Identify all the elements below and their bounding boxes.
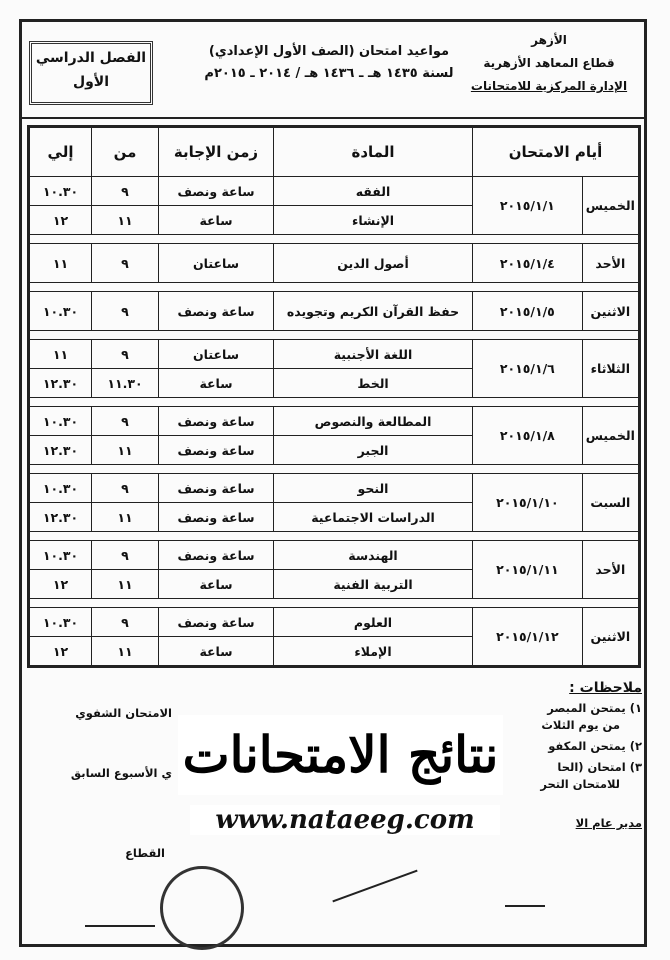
from-cell: ١١ xyxy=(92,637,159,667)
date-cell: ٢٠١٥/١/٥ xyxy=(473,292,583,331)
subject-cell: أصول الدين xyxy=(274,244,473,283)
note-item: من يوم الثلاث xyxy=(541,718,620,732)
to-cell: ١٢.٣٠ xyxy=(29,436,92,465)
to-cell: ١٠.٣٠ xyxy=(29,474,92,503)
spacer-cell xyxy=(29,235,640,244)
group-spacer xyxy=(29,532,640,541)
note-item: للامتحان التحر xyxy=(540,777,620,791)
to-cell: ١٠.٣٠ xyxy=(29,177,92,206)
from-cell: ١١ xyxy=(92,503,159,532)
day-cell: الخميس xyxy=(582,177,639,235)
duration-cell: ساعة ونصف xyxy=(159,474,274,503)
group-spacer xyxy=(29,465,640,474)
schedule-table xyxy=(27,125,641,668)
from-cell: ٩ xyxy=(92,292,159,331)
to-cell: ١٢.٣٠ xyxy=(29,369,92,398)
from-cell: ٩ xyxy=(92,407,159,436)
group-spacer xyxy=(29,599,640,608)
col-days: أيام الامتحان xyxy=(473,127,640,177)
duration-cell: ساعة ونصف xyxy=(159,503,274,532)
subject-cell: التربية الفنية xyxy=(274,570,473,599)
from-cell: ١١ xyxy=(92,436,159,465)
from-cell: ١١ xyxy=(92,570,159,599)
signature-line xyxy=(85,925,155,927)
org-line: قطاع المعاهد الأزهرية xyxy=(483,56,615,70)
subject-cell: المطالعة والنصوص xyxy=(274,407,473,436)
day-cell: السبت xyxy=(582,474,639,532)
table-row xyxy=(29,541,640,570)
duration-cell: ساعتان xyxy=(159,340,274,369)
duration-cell: ساعة ونصف xyxy=(159,541,274,570)
day-cell: الخميس xyxy=(582,407,639,465)
term-line: الفصل الدراسي xyxy=(35,50,147,66)
to-cell: ١٢.٣٠ xyxy=(29,503,92,532)
note-item: ٣) امتحان (الحا xyxy=(557,760,642,774)
duration-cell: ساعة ونصف xyxy=(159,177,274,206)
group-spacer xyxy=(29,331,640,340)
day-cell: الاثنين xyxy=(582,292,639,331)
duration-cell: ساعتان xyxy=(159,244,274,283)
col-duration: زمن الإجابة xyxy=(159,127,274,177)
duration-cell: ساعة xyxy=(159,369,274,398)
watermark-url: www.nataeeg.com xyxy=(190,805,500,835)
subject-cell: الإملاء xyxy=(274,637,473,667)
term-box xyxy=(29,41,153,105)
from-cell: ٩ xyxy=(92,474,159,503)
day-cell: الثلاثاء xyxy=(582,340,639,398)
document-header xyxy=(19,19,647,119)
col-to: إلي xyxy=(29,127,92,177)
table-row xyxy=(29,340,640,369)
duration-cell: ساعة ونصف xyxy=(159,436,274,465)
date-cell: ٢٠١٥/١/١٠ xyxy=(473,474,583,532)
note-item: ٢) يمتحن المكفو xyxy=(548,739,642,753)
spacer-cell xyxy=(29,532,640,541)
date-cell: ٢٠١٥/١/٤ xyxy=(473,244,583,283)
watermark-text: نتائج الامتحانات xyxy=(178,715,503,795)
day-cell: الأحد xyxy=(582,244,639,283)
duration-cell: ساعة ونصف xyxy=(159,608,274,637)
col-subject: المادة xyxy=(274,127,473,177)
to-cell: ١٠.٣٠ xyxy=(29,407,92,436)
title-line: مواعيد امتحان (الصف الأول الإعدادي) xyxy=(208,44,450,59)
table-row xyxy=(29,608,640,637)
to-cell: ١١ xyxy=(29,244,92,283)
table-header-row xyxy=(29,127,640,177)
director-label: مدير عام الا xyxy=(575,816,642,830)
subject-cell: حفظ القرآن الكريم وتجويده xyxy=(274,292,473,331)
col-from: من xyxy=(92,127,159,177)
to-cell: ١٢ xyxy=(29,637,92,667)
spacer-cell xyxy=(29,283,640,292)
date-cell: ٢٠١٥/١/١٢ xyxy=(473,608,583,667)
date-cell: ٢٠١٥/١/٦ xyxy=(473,340,583,398)
subject-cell: الهندسة xyxy=(274,541,473,570)
date-cell: ٢٠١٥/١/٨ xyxy=(473,407,583,465)
to-cell: ١٠.٣٠ xyxy=(29,541,92,570)
from-cell: ٩ xyxy=(92,177,159,206)
notes-heading: ملاحظات : xyxy=(569,680,642,696)
term-line: الأول xyxy=(72,74,110,90)
from-cell: ١١.٣٠ xyxy=(92,369,159,398)
day-cell: الاثنين xyxy=(582,608,639,667)
subject-cell: الإنشاء xyxy=(274,206,473,235)
from-cell: ٩ xyxy=(92,541,159,570)
subject-cell: اللغة الأجنبية xyxy=(274,340,473,369)
table-row xyxy=(29,474,640,503)
duration-cell: ساعة xyxy=(159,570,274,599)
spacer-cell xyxy=(29,331,640,340)
from-cell: ٩ xyxy=(92,340,159,369)
subject-cell: النحو xyxy=(274,474,473,503)
subject-cell: الدراسات الاجتماعية xyxy=(274,503,473,532)
oral-exam-note: الامتحان الشفوي xyxy=(75,706,172,720)
subject-cell: الخط xyxy=(274,369,473,398)
to-cell: ١٢ xyxy=(29,206,92,235)
day-cell: الأحد xyxy=(582,541,639,599)
to-cell: ١٠.٣٠ xyxy=(29,608,92,637)
group-spacer xyxy=(29,398,640,407)
group-spacer xyxy=(29,235,640,244)
duration-cell: ساعة ونصف xyxy=(159,292,274,331)
duration-cell: ساعة ونصف xyxy=(159,407,274,436)
org-line: الإدارة المركزية للامتحانات xyxy=(470,79,628,93)
duration-cell: ساعة xyxy=(159,637,274,667)
date-cell: ٢٠١٥/١/١١ xyxy=(473,541,583,599)
spacer-cell xyxy=(29,599,640,608)
table-row xyxy=(29,292,640,331)
table-row xyxy=(29,407,640,436)
note-item: ١) يمتحن المبصر xyxy=(547,701,642,715)
spacer-cell xyxy=(29,465,640,474)
signature-line xyxy=(505,905,545,907)
organization-block xyxy=(469,29,629,98)
org-line: الأزهر xyxy=(531,33,567,47)
table-row xyxy=(29,177,640,206)
to-cell: ١٠.٣٠ xyxy=(29,292,92,331)
subject-cell: العلوم xyxy=(274,608,473,637)
document-title xyxy=(179,41,479,85)
from-cell: ١١ xyxy=(92,206,159,235)
group-spacer xyxy=(29,283,640,292)
official-seal xyxy=(160,866,244,950)
sector-label: القطاع xyxy=(125,846,165,860)
notes-section xyxy=(540,680,642,832)
to-cell: ١١ xyxy=(29,340,92,369)
from-cell: ٩ xyxy=(92,244,159,283)
table-row xyxy=(29,244,640,283)
title-year: لسنة ١٤٣٥ هـ ـ ١٤٣٦ هـ / ٢٠١٤ ـ ٢٠١٥م xyxy=(204,66,454,81)
previous-week-note: ي الأسبوع السابق xyxy=(70,766,172,780)
from-cell: ٩ xyxy=(92,608,159,637)
subject-cell: الفقه xyxy=(274,177,473,206)
duration-cell: ساعة xyxy=(159,206,274,235)
to-cell: ١٢ xyxy=(29,570,92,599)
date-cell: ٢٠١٥/١/١ xyxy=(473,177,583,235)
spacer-cell xyxy=(29,398,640,407)
subject-cell: الجبر xyxy=(274,436,473,465)
